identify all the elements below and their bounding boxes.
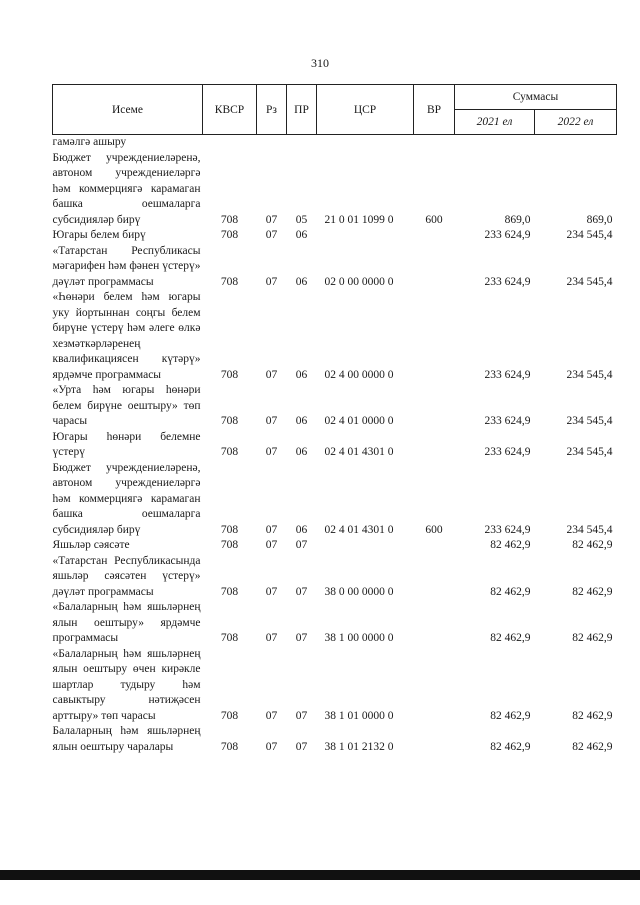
budget-table-container bbox=[52, 84, 616, 755]
cell-sum-2021: 82 462,9 bbox=[490, 539, 531, 551]
cell-sum-2021: 82 462,9 bbox=[490, 632, 531, 644]
cell-sum-2022: 234 545,4 bbox=[566, 446, 613, 458]
table-body bbox=[53, 135, 617, 756]
cell-rz: 07 bbox=[265, 368, 278, 381]
cell-vr bbox=[414, 600, 455, 647]
cell-name: «Татарстан Республикасы мәгарифен һәм фәнен үстерү» дәүләт программасы bbox=[52, 244, 201, 288]
cell-csr: 02 4 00 0000 0 bbox=[324, 368, 394, 381]
cell-rz: 07 bbox=[265, 415, 278, 427]
cell-vr bbox=[414, 135, 455, 151]
cell-pr: 06 bbox=[295, 368, 308, 381]
cell-sum-2021: 82 462,9 bbox=[490, 740, 531, 753]
header-name: Исеме bbox=[53, 85, 203, 135]
table-row bbox=[53, 538, 617, 554]
cell-csr: 02 4 01 0000 0 bbox=[324, 415, 394, 427]
cell-name: Бюджет учреждениеләренә, автоном учреждениеләргә һәм коммерциягә карамаган башка оешмаларга субсидияләр бирү bbox=[52, 461, 201, 536]
cell-rz bbox=[257, 135, 287, 151]
cell-sum-2021 bbox=[455, 135, 535, 151]
cell-sum-2021: 82 462,9 bbox=[490, 709, 531, 722]
header-year-2022: 2022 ел bbox=[535, 110, 617, 135]
cell-sum-2021: 233 624,9 bbox=[484, 446, 531, 458]
header-sums: Суммасы bbox=[455, 85, 617, 110]
cell-sum-2021: 233 624,9 bbox=[484, 523, 531, 536]
cell-vr: 600 bbox=[425, 523, 443, 536]
cell-vr bbox=[414, 430, 455, 461]
cell-rz: 07 bbox=[265, 229, 278, 241]
cell-kvsr: 708 bbox=[220, 229, 239, 241]
cell-sum-2022: 82 462,9 bbox=[572, 632, 613, 644]
cell-pr: 06 bbox=[295, 275, 308, 288]
cell-vr bbox=[414, 244, 455, 291]
cell-sum-2021: 82 462,9 bbox=[490, 585, 531, 598]
table-row bbox=[53, 290, 617, 383]
cell-sum-2022: 82 462,9 bbox=[572, 709, 613, 722]
cell-name: «Урта һәм югары һөнәри белем бирүне оештыру» төп чарасы bbox=[52, 384, 201, 427]
cell-csr bbox=[317, 135, 414, 151]
cell-rz: 07 bbox=[265, 275, 278, 288]
cell-rz: 07 bbox=[265, 585, 278, 598]
cell-sum-2022: 234 545,4 bbox=[566, 275, 613, 288]
cell-name: «Һөнәри белем һәм югары уку йортыннан соңгы белем бирүне үстерү һәм әлеге өлкә хезмәткәрләренең квалификациясен күтәрү» ярдәмче программасы bbox=[52, 291, 201, 381]
cell-pr: 07 bbox=[295, 585, 308, 598]
cell-pr: 07 bbox=[295, 740, 308, 753]
table-row bbox=[53, 228, 617, 244]
cell-kvsr: 708 bbox=[220, 523, 239, 536]
header-kvsr: КВСР bbox=[203, 85, 257, 135]
cell-pr: 07 bbox=[295, 709, 308, 722]
cell-name: Балаларның һәм яшьләрнең ялын оештыру чаралары bbox=[52, 725, 201, 753]
table-row bbox=[53, 724, 617, 755]
cell-csr bbox=[317, 228, 414, 244]
cell-sum-2022 bbox=[535, 135, 617, 151]
cell-name: Яшьләр сәясәте bbox=[52, 539, 130, 551]
cell-kvsr: 708 bbox=[220, 709, 239, 722]
cell-vr bbox=[414, 538, 455, 554]
cell-kvsr: 708 bbox=[220, 368, 239, 381]
header-vr: ВР bbox=[414, 85, 455, 135]
cell-kvsr bbox=[203, 135, 257, 151]
cell-pr: 06 bbox=[295, 415, 308, 427]
cell-pr bbox=[287, 135, 317, 151]
page-number: 310 bbox=[311, 56, 329, 70]
table-row bbox=[53, 430, 617, 461]
table-row bbox=[53, 554, 617, 601]
table-header bbox=[53, 85, 617, 135]
cell-rz: 07 bbox=[265, 446, 278, 458]
cell-kvsr: 708 bbox=[220, 415, 239, 427]
cell-rz: 07 bbox=[265, 632, 278, 644]
cell-sum-2022: 234 545,4 bbox=[566, 368, 613, 381]
cell-csr: 38 0 00 0000 0 bbox=[324, 585, 394, 598]
table-row bbox=[53, 383, 617, 430]
cell-rz: 07 bbox=[265, 740, 278, 753]
cell-csr: 02 4 01 4301 0 bbox=[324, 446, 394, 458]
cell-vr: 600 bbox=[425, 213, 443, 226]
table-row bbox=[53, 647, 617, 725]
cell-kvsr: 708 bbox=[220, 446, 239, 458]
cell-rz: 07 bbox=[265, 213, 278, 226]
cell-name: гамәлгә ашыру bbox=[52, 136, 127, 148]
cell-name: «Татарстан Республикасында яшьләр сәясәтен үстерү» дәүләт программасы bbox=[52, 554, 201, 598]
cell-vr bbox=[414, 228, 455, 244]
cell-sum-2022: 234 545,4 bbox=[566, 415, 613, 427]
table-row bbox=[53, 600, 617, 647]
cell-csr: 02 4 01 4301 0 bbox=[324, 523, 394, 536]
cell-sum-2021: 233 624,9 bbox=[484, 275, 531, 288]
cell-name: «Балаларның һәм яшьләрнең ялын оештыру» ярдәмче программасы bbox=[52, 601, 201, 644]
cell-vr bbox=[414, 383, 455, 430]
budget-table bbox=[52, 84, 617, 755]
cell-sum-2022: 234 545,4 bbox=[566, 229, 613, 241]
header-pr: ПР bbox=[287, 85, 317, 135]
cell-sum-2022: 82 462,9 bbox=[572, 740, 613, 753]
cell-kvsr: 708 bbox=[220, 585, 239, 598]
cell-rz: 07 bbox=[265, 523, 278, 536]
cell-kvsr: 708 bbox=[220, 539, 239, 551]
cell-vr bbox=[414, 647, 455, 725]
cell-sum-2021: 233 624,9 bbox=[484, 415, 531, 427]
cell-vr bbox=[414, 290, 455, 383]
table-row bbox=[53, 244, 617, 291]
cell-vr bbox=[414, 724, 455, 755]
header-csr: ЦСР bbox=[317, 85, 414, 135]
cell-csr: 21 0 01 1099 0 bbox=[324, 213, 394, 226]
cell-kvsr: 708 bbox=[220, 275, 239, 288]
cell-csr: 38 1 00 0000 0 bbox=[324, 632, 394, 644]
cell-pr: 07 bbox=[295, 539, 308, 551]
cell-kvsr: 708 bbox=[220, 632, 239, 644]
cell-kvsr: 708 bbox=[220, 213, 239, 226]
cell-name: Югары белем бирү bbox=[52, 229, 146, 241]
cell-name: Югары һөнәри белемне үстерү bbox=[52, 430, 201, 458]
cell-sum-2021: 869,0 bbox=[504, 213, 531, 226]
header-year-2021: 2021 ел bbox=[455, 110, 535, 135]
cell-sum-2022: 869,0 bbox=[586, 213, 613, 226]
header-rz: Рз bbox=[257, 85, 287, 135]
cell-sum-2021: 233 624,9 bbox=[484, 368, 531, 381]
cell-sum-2022: 82 462,9 bbox=[572, 539, 613, 551]
cell-csr bbox=[317, 538, 414, 554]
cell-rz: 07 bbox=[265, 539, 278, 551]
cell-sum-2021: 233 624,9 bbox=[484, 229, 531, 241]
cell-sum-2022: 234 545,4 bbox=[566, 523, 613, 536]
table-row bbox=[53, 461, 617, 539]
cell-csr: 38 1 01 0000 0 bbox=[324, 709, 394, 722]
cell-kvsr: 708 bbox=[220, 740, 239, 753]
cell-csr: 02 0 00 0000 0 bbox=[324, 275, 394, 288]
table-row bbox=[53, 151, 617, 229]
cell-pr: 06 bbox=[295, 229, 308, 241]
cell-pr: 07 bbox=[295, 632, 308, 644]
scan-bottom-edge bbox=[0, 870, 640, 880]
cell-pr: 05 bbox=[295, 213, 308, 226]
table-row bbox=[53, 135, 617, 151]
cell-csr: 38 1 01 2132 0 bbox=[324, 740, 394, 753]
cell-name: Бюджет учреждениеләренә, автоном учреждениеләргә һәм коммерциягә карамаган башка оешмаларга субсидияләр бирү bbox=[52, 151, 201, 226]
cell-vr bbox=[414, 554, 455, 601]
cell-name: «Балаларның һәм яшьләрнең ялын оештыру өчен кирәкле шартлар тудыру һәм савыктыру нәтиҗәсен арттыру» төп чарасы bbox=[52, 647, 201, 722]
cell-pr: 06 bbox=[295, 446, 308, 458]
cell-pr: 06 bbox=[295, 523, 308, 536]
cell-sum-2022: 82 462,9 bbox=[572, 585, 613, 598]
cell-rz: 07 bbox=[265, 709, 278, 722]
